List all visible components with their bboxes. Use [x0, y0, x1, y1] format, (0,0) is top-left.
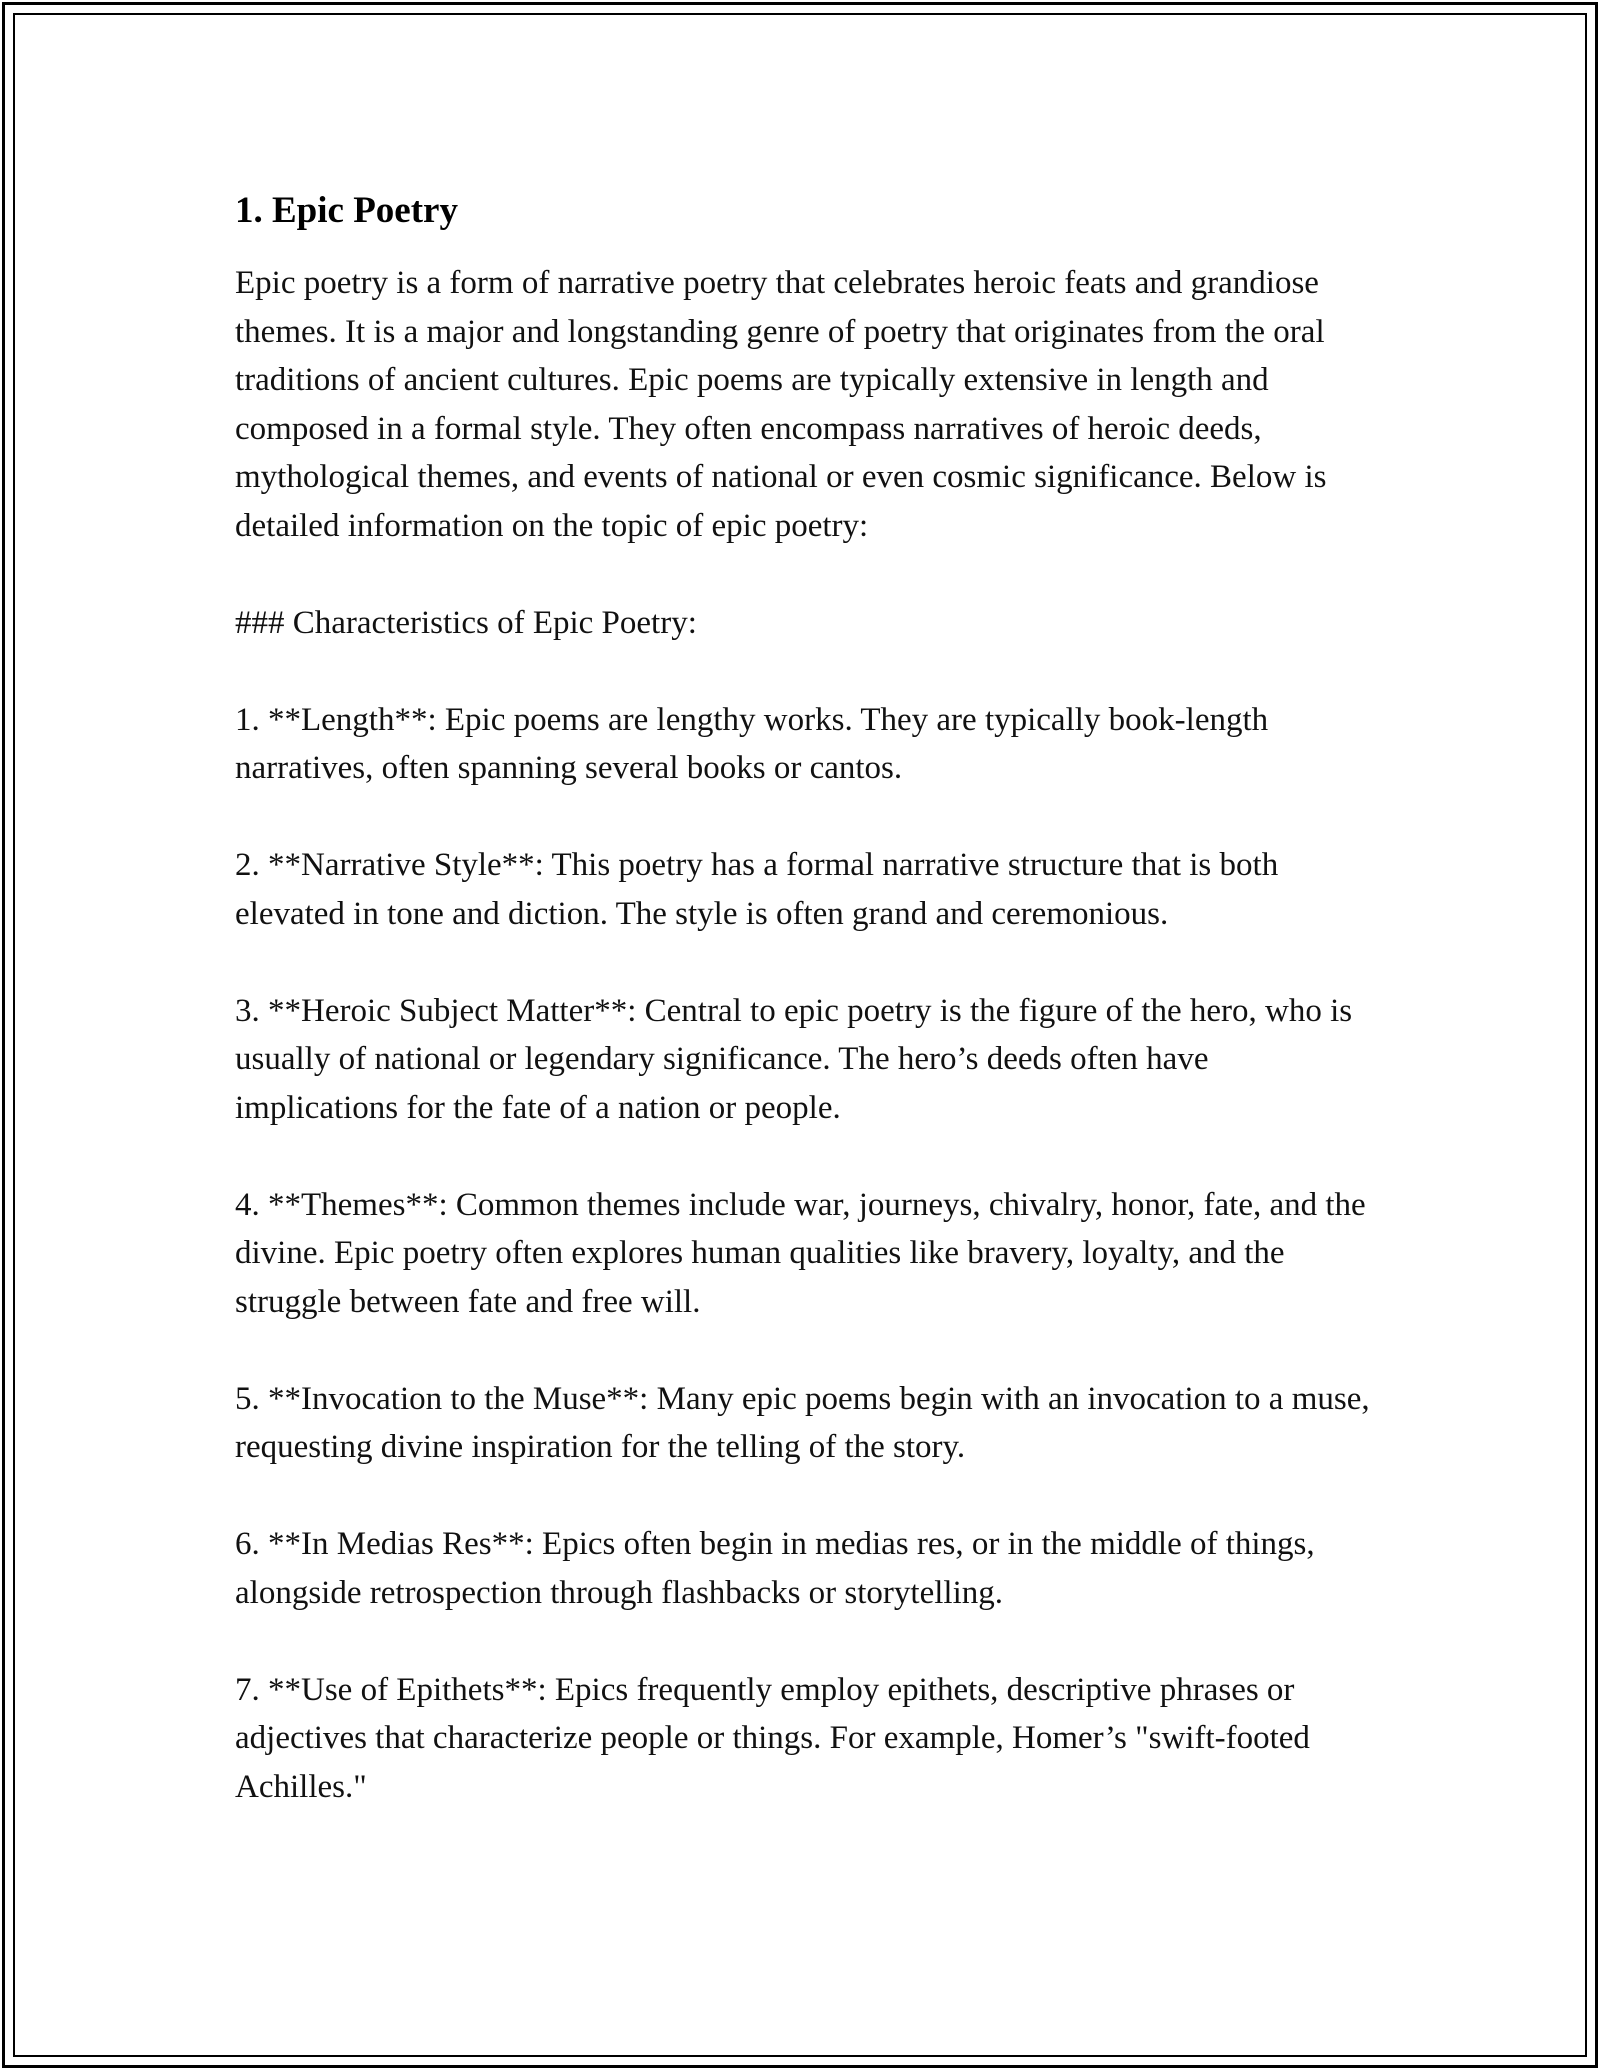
list-item-epithets: 7. **Use of Epithets**: Epics frequently employ epithets, descriptive phrases or adjectives that characterize people or things. For example, Homer’s "swift-footed Achilles.": [235, 1671, 1310, 1805]
list-item-narrative-style: 2. **Narrative Style**: This poetry has a formal narrative structure that is both elevated in tone and diction. The style is often grand and ceremonious.: [235, 847, 1279, 932]
document-body: [235, 185, 1375, 1860]
list-item-in-medias-res: 6. **In Medias Res**: Epics often begin in medias res, or in the middle of things, alongside retrospection through flashbacks or storytelling.: [235, 1526, 1315, 1611]
list-item-length: 1. **Length**: Epic poems are lengthy works. They are typically book-length narratives, often spanning several books or cantos.: [235, 701, 1269, 786]
list-item-themes: 4. **Themes**: Common themes include war, journeys, chivalry, honor, fate, and the divine. Epic poetry often explores human qualities like bravery, loyalty, and the struggle between fate and free will.: [235, 1186, 1366, 1320]
intro-paragraph: Epic poetry is a form of narrative poetry that celebrates heroic feats and grandiose themes. It is a major and longstanding genre of poetry that originates from the oral traditions of ancient cultures. Epic poems are typically extensive in length and composed in a formal style. They often encompass narratives of heroic deeds, mythological themes, and events of national or even cosmic significance. Below is detailed information on the topic of epic poetry:: [235, 265, 1327, 544]
list-item-invocation: 5. **Invocation to the Muse**: Many epic poems begin with an invocation to a muse, requesting divine inspiration for the telling of the story.: [235, 1380, 1370, 1465]
characteristics-heading: ### Characteristics of Epic Poetry:: [235, 604, 697, 641]
section-title: 1. Epic Poetry: [235, 190, 458, 231]
list-item-heroic-subject: 3. **Heroic Subject Matter**: Central to epic poetry is the figure of the hero, who is usually of national or legendary significance. The hero’s deeds often have implications for the fate of a nation or people.: [235, 992, 1353, 1126]
